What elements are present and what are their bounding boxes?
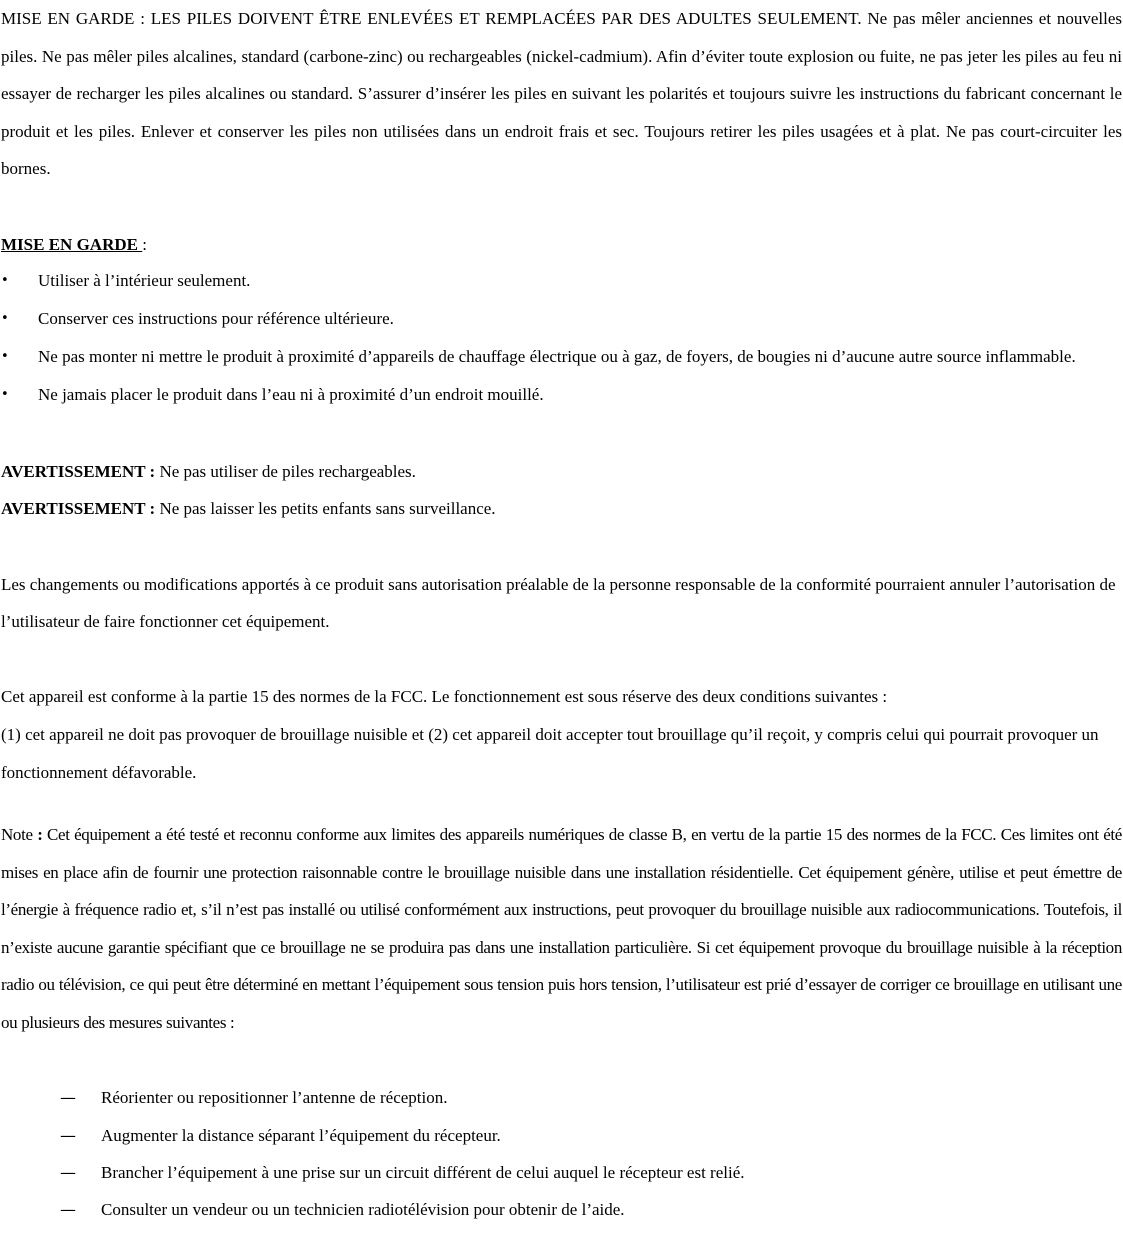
bullet-icon: • <box>1 311 9 327</box>
spacer <box>1 528 1122 566</box>
caution-colon: : <box>142 234 147 254</box>
bullet-icon: • <box>1 349 9 365</box>
list-item <box>1 301 1122 337</box>
battery-warning-paragraph: MISE EN GARDE : LES PILES DOIVENT ÊTRE ENLEVÉES ET REMPLACÉES PAR DES ADULTES SEULEMENT. Ne pas mêler anciennes et nouvelles piles. Ne pas mêler piles alcalines, standard (carbone-zinc) ou rechargeables (nickel-cadmium). Afin d’éviter toute explosion ou fuite, ne pas jeter les piles au feu ni essayer de recharger les piles alcalines ou standard. S’assurer d’insérer les piles en suivant les polarités et toujours suivre les instructions du fabricant concernant le produit et les piles. Enlever et conserver les piles non utilisées dans un endroit frais et sec. Toujours retirer les piles usagées et à plat. Ne pas court-circuiter les bornes. <box>1 9 1122 179</box>
spacer <box>1 1042 1122 1080</box>
list-item-text: Augmenter la distance séparant l’équipement du récepteur. <box>101 1125 501 1145</box>
list-item <box>60 1117 1122 1154</box>
list-item <box>60 1191 1122 1228</box>
bullet-icon: • <box>1 273 9 289</box>
fcc-compliance-line: Cet appareil est conforme à la partie 15 des normes de la FCC. Le fonctionnement est sous réserve des deux conditions suivantes : <box>1 687 888 707</box>
list-item-text: Conserver ces instructions pour référence ultérieure. <box>38 309 394 329</box>
warning-text: Ne pas utiliser de piles rechargeables. <box>155 461 416 481</box>
warning-label: AVERTISSEMENT : <box>1 461 156 481</box>
spacer <box>1 188 1122 226</box>
caution-heading-line <box>1 226 1122 264</box>
fcc-conditions-paragraph: (1) cet appareil ne doit pas provoquer de brouillage nuisible et (2) cet appareil doit accepter tout brouillage qu’il reçoit, y compris celui qui pourrait provoquer un fonctionnement défavorable. <box>1 724 1099 782</box>
list-item-text: Réorienter ou repositionner l’antenne de réception. <box>101 1088 448 1108</box>
caution-list <box>1 263 1122 413</box>
note-label: Note <box>1 825 38 845</box>
dash-icon: — <box>60 1163 76 1183</box>
list-item <box>1 263 1122 299</box>
note-text: Cet équipement a été testé et reconnu conforme aux limites des appareils numériques de classe B, en vertu de la partie 15 des normes de la FCC. Ces limites ont été mises en place afin de fournir une protection raisonnable contre le brouillage nuisible dans une installation résidentielle. Cet équipement génère, utilise et peut émettre de l’énergie à fréquence radio et, s’il n’est pas installé ou utilisé conformément aux instructions, peut provoquer du brouillage nuisible aux radiocommunications. Toutefois, il n’existe aucune garantie spécifiant que ce brouillage ne se produira pas dans une installation particulière. Si cet équipement provoque du brouillage nuisible à la réception radio ou télévision, ce qui peut être déterminé en mettant l’équipement sous tension puis hors tension, l’utilisateur est prié d’essayer de corriger ce brouillage en utilisant une ou plusieurs des mesures suivantes : <box>1 825 1123 1033</box>
warning-line <box>1 490 1122 528</box>
spacer <box>1 415 1122 453</box>
document-page <box>1 0 1122 1229</box>
note-colon: : <box>37 825 43 845</box>
list-item-text: Ne pas monter ni mettre le produit à proximité d’appareils de chauffage électrique ou à gaz, de foyers, de bougies ni d’aucune autre source inflammable. <box>38 347 1076 367</box>
changes-notice-paragraph: Les changements ou modifications apportés à ce produit sans autorisation préalable de la personne responsable de la conformité pourraient annuler l’autorisation de l’utilisateur de faire fonctionner cet équipement. <box>1 574 1116 632</box>
list-item-text: Utiliser à l’intérieur seulement. <box>38 271 251 291</box>
list-item <box>60 1079 1122 1116</box>
spacer <box>1 791 1122 816</box>
dash-icon: — <box>60 1088 76 1108</box>
bullet-icon: • <box>1 387 9 403</box>
warning-label: AVERTISSEMENT : <box>1 499 156 519</box>
list-item <box>1 377 1122 413</box>
measures-list <box>1 1079 1122 1229</box>
warning-line <box>1 453 1122 491</box>
list-item <box>60 1154 1122 1191</box>
dash-icon: — <box>60 1200 76 1220</box>
caution-heading: MISE EN GARDE <box>1 234 143 254</box>
list-item-text: Brancher l’équipement à une prise sur un circuit différent de celui auquel le récepteur est relié. <box>101 1163 745 1183</box>
list-item-text: Ne jamais placer le produit dans l’eau ni à proximité d’un endroit mouillé. <box>38 385 544 405</box>
note-paragraph <box>1 816 1122 1042</box>
warning-text: Ne pas laisser les petits enfants sans surveillance. <box>155 499 496 519</box>
list-item-text: Consulter un vendeur ou un technicien radiotélévision pour obtenir de l’aide. <box>101 1200 625 1220</box>
dash-icon: — <box>60 1125 76 1145</box>
list-item <box>1 339 1122 375</box>
spacer <box>1 641 1122 679</box>
